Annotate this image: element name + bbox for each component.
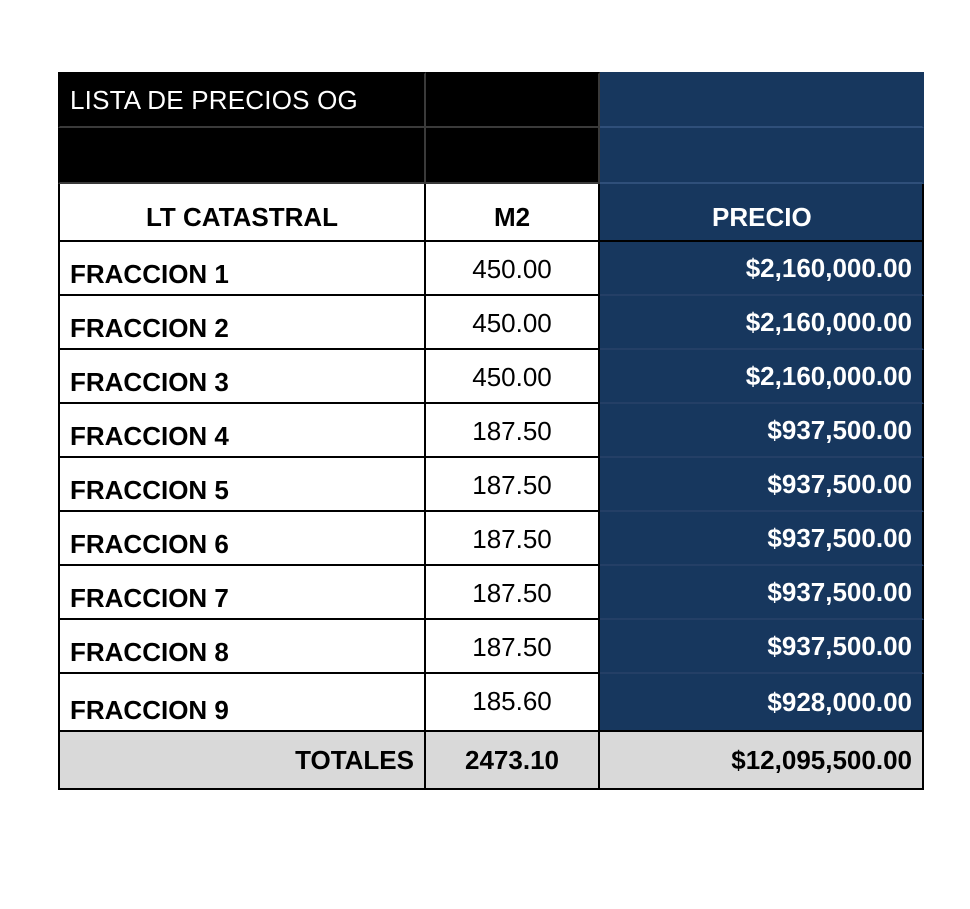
spacer-cell [426, 128, 600, 184]
totals-precio: $12,095,500.00 [600, 732, 924, 790]
lote-cell: FRACCION 3 [58, 350, 426, 404]
table-row [58, 674, 924, 732]
table-row [58, 566, 924, 620]
spacer-cell [58, 128, 426, 184]
lote-cell: FRACCION 5 [58, 458, 426, 512]
m2-cell: 450.00 [426, 296, 600, 350]
precio-cell: $937,500.00 [600, 404, 924, 458]
m2-cell: 187.50 [426, 512, 600, 566]
lote-cell: FRACCION 1 [58, 242, 426, 296]
precio-cell: $937,500.00 [600, 620, 924, 674]
lote-cell: FRACCION 6 [58, 512, 426, 566]
totals-label: TOTALES [58, 732, 426, 790]
precio-cell: $937,500.00 [600, 512, 924, 566]
title-price-blank-cell [600, 72, 924, 128]
precio-cell: $937,500.00 [600, 458, 924, 512]
lote-cell: FRACCION 2 [58, 296, 426, 350]
m2-cell: 185.60 [426, 674, 600, 732]
table-row [58, 512, 924, 566]
lote-cell: FRACCION 8 [58, 620, 426, 674]
precio-cell: $928,000.00 [600, 674, 924, 732]
price-list-table [58, 72, 924, 790]
title-blank-cell [426, 72, 600, 128]
table-row [58, 404, 924, 458]
header-row [58, 184, 924, 242]
header-precio: PRECIO [600, 184, 924, 242]
price-list-title: LISTA DE PRECIOS OG [70, 84, 358, 115]
m2-cell: 450.00 [426, 242, 600, 296]
table-row [58, 350, 924, 404]
title-cell [58, 72, 426, 128]
precio-cell: $937,500.00 [600, 566, 924, 620]
m2-cell: 187.50 [426, 404, 600, 458]
header-m2: M2 [426, 184, 600, 242]
title-row [58, 72, 924, 128]
m2-cell: 187.50 [426, 620, 600, 674]
m2-cell: 187.50 [426, 566, 600, 620]
table-row [58, 620, 924, 674]
precio-cell: $2,160,000.00 [600, 296, 924, 350]
table-row [58, 458, 924, 512]
table-row [58, 296, 924, 350]
precio-cell: $2,160,000.00 [600, 350, 924, 404]
precio-cell: $2,160,000.00 [600, 242, 924, 296]
lote-cell: FRACCION 9 [58, 674, 426, 732]
lote-cell: FRACCION 7 [58, 566, 426, 620]
totals-m2: 2473.10 [426, 732, 600, 790]
totals-row [58, 732, 924, 790]
spacer-price-cell [600, 128, 924, 184]
m2-cell: 450.00 [426, 350, 600, 404]
header-lote: LT CATASTRAL [58, 184, 426, 242]
m2-cell: 187.50 [426, 458, 600, 512]
lote-cell: FRACCION 4 [58, 404, 426, 458]
table-row [58, 242, 924, 296]
title-spacer-row [58, 128, 924, 184]
